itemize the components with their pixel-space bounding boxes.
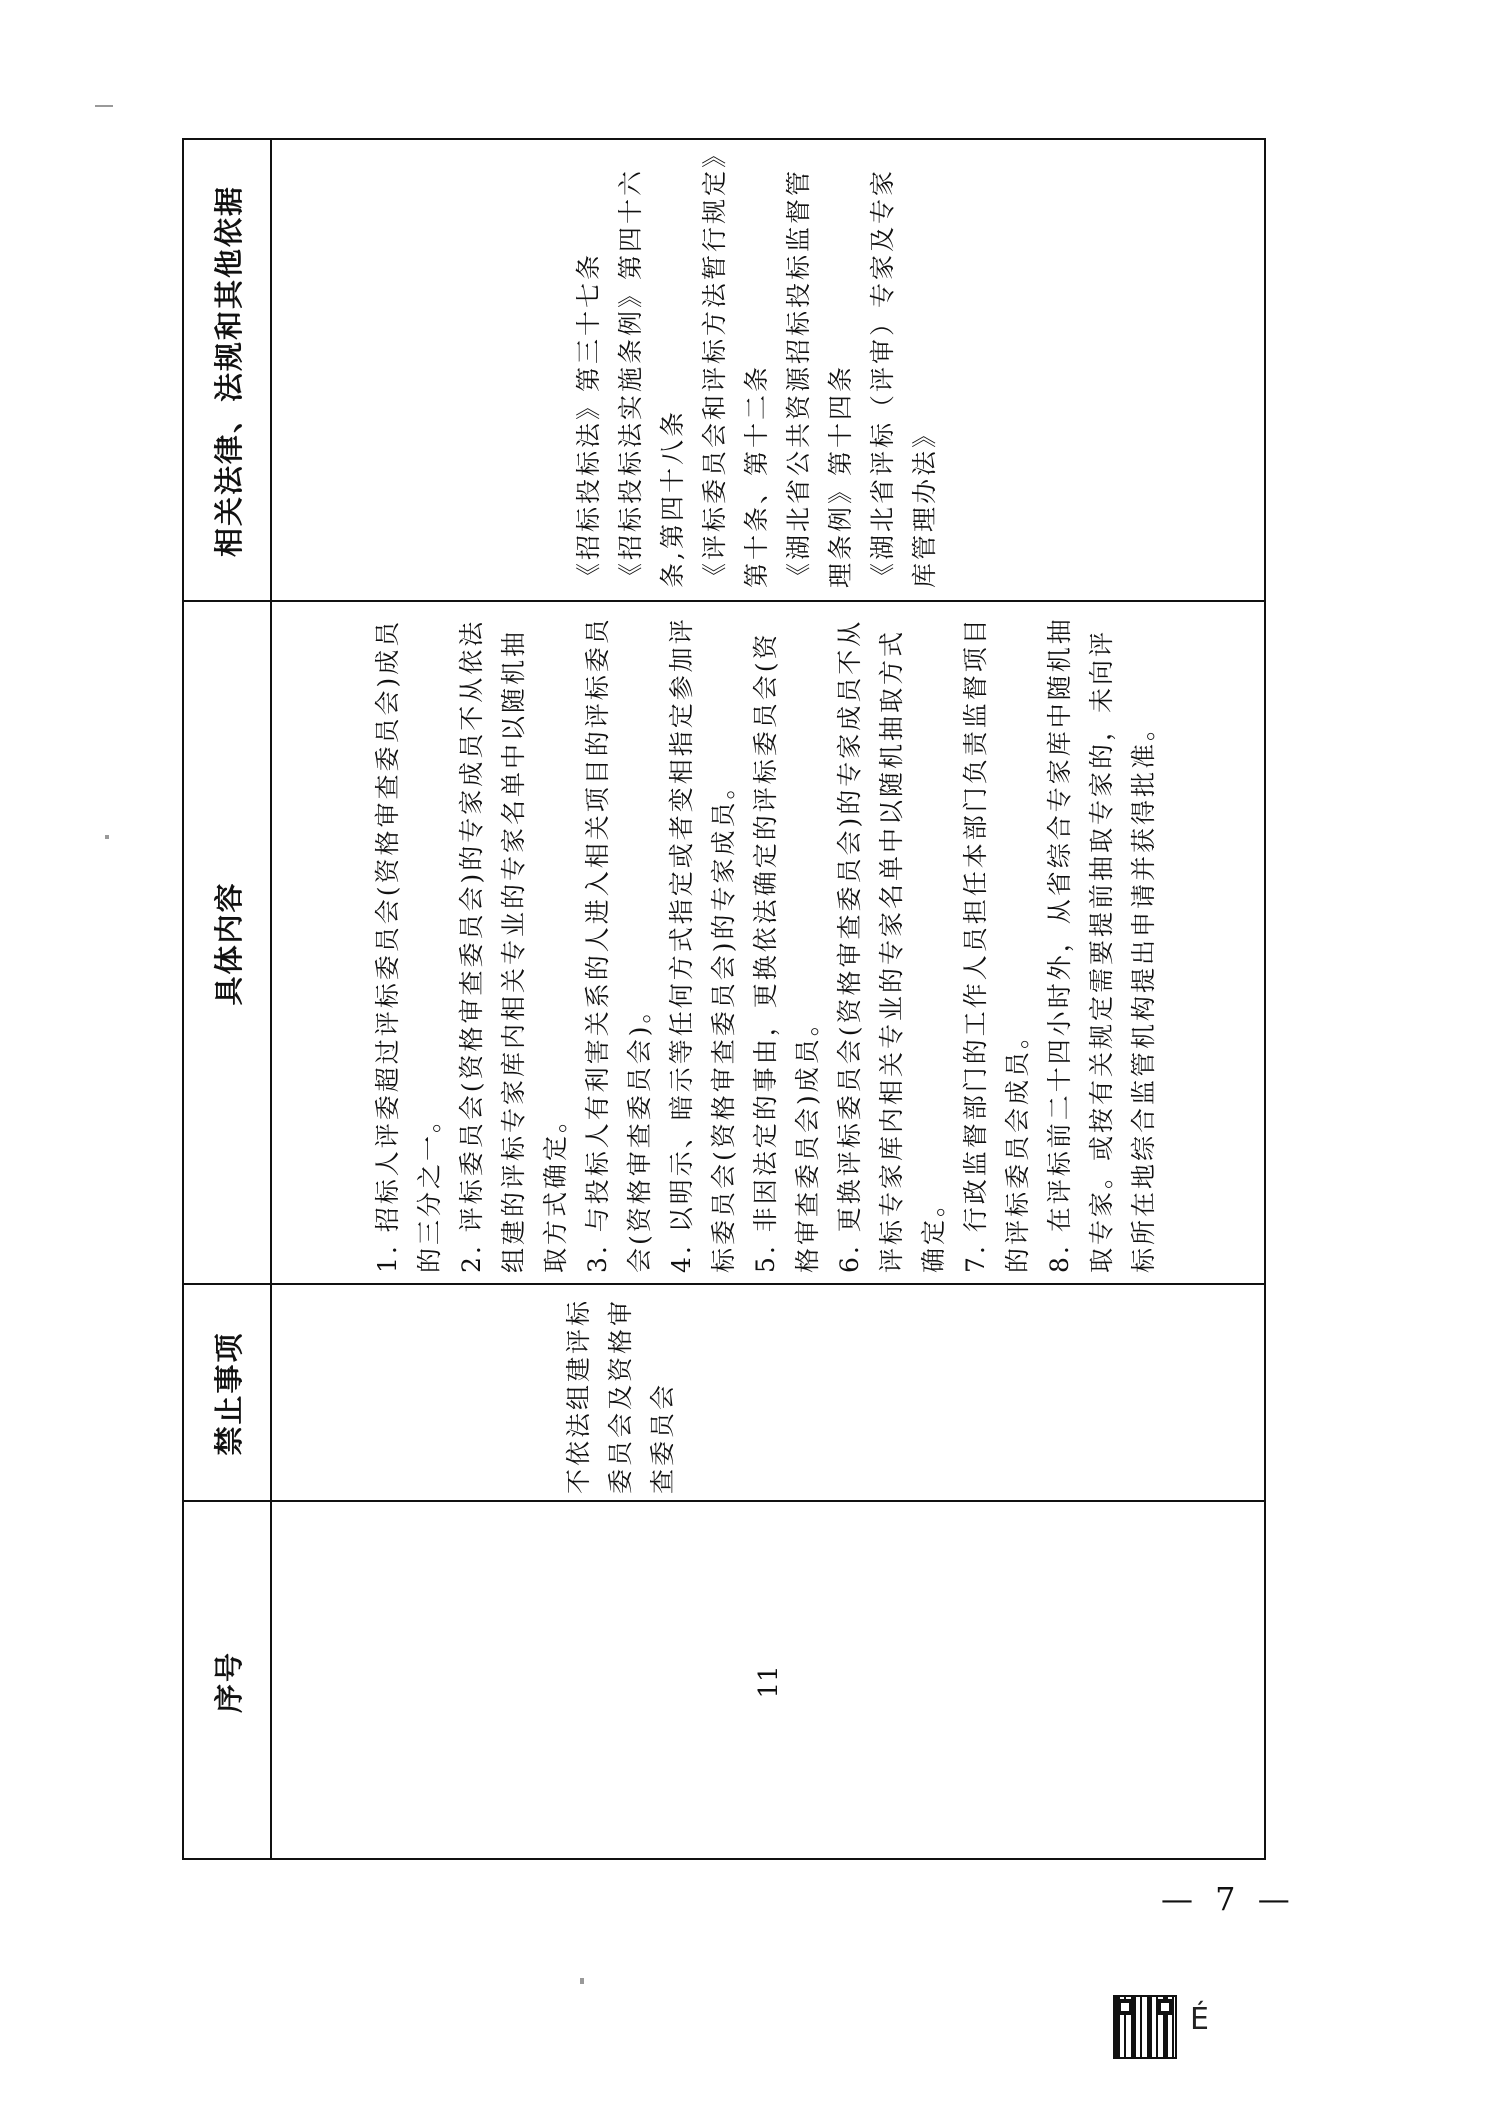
header-content: 具体内容 [211, 881, 246, 1006]
row-content-cell [270, 602, 1268, 1285]
header-item: 禁止事项 [211, 1331, 246, 1456]
content-item: 7. 行政监督部门的工作人员担任本部门负责监督项目的评标委员会成员。 [961, 616, 1032, 1273]
header-seq: 序号 [211, 1651, 246, 1714]
row-seq: 11 [754, 1665, 784, 1699]
law-reference: 《招标投标法实施条例》第四十六条,第四十八条 [616, 167, 687, 588]
law-reference: 《湖北省公共资源招标投标监督管理条例》第十四条 [784, 167, 855, 588]
page-number: — 7 — [1161, 1880, 1296, 1918]
rotated-table-content [184, 140, 1268, 1862]
row-law-cell [270, 140, 1268, 602]
scan-mark [580, 1978, 584, 1984]
law-reference: 《湖北省评标（评审）专家及专家库管理办法》 [868, 167, 939, 588]
scan-mark [95, 105, 113, 107]
scan-mark [105, 835, 109, 839]
content-item: 5. 非因法定的事由，更换依法确定的评标委员会(资格审查委员会)成员。 [751, 631, 822, 1273]
content-item: 8. 在评标前二十四小时外，从省综合专家库中随机抽取专家。或按有关规定需要提前抽取专家的，未向评标所在地综合监管机构提出申请并获得批准。 [1045, 616, 1158, 1273]
qr-code-icon [1113, 1995, 1177, 2059]
content-item: 6. 更换评标委员会(资格审查委员会)的专家成员不从评标专家库内相关专业的专家名单中以随机抽取方式确定。 [835, 618, 948, 1273]
regulation-table [182, 138, 1266, 1860]
content-item: 2. 评标委员会(资格审查委员会)的专家成员不从依法组建的评标专家库内相关专业的专家名单中以随机抽取方式确定。 [457, 618, 570, 1273]
content-item: 1. 招标人评委超过评标委员会(资格审查委员会)成员的三分之一。 [373, 618, 444, 1273]
content-item: 3. 与投标人有利害关系的人进入相关项目的评标委员会(资格审查委员会)。 [583, 616, 654, 1273]
row-item: 不依法组建评标委员会及资格审查委员会 [564, 1297, 677, 1494]
row-seq-cell [270, 1502, 1268, 1862]
corner-mark: É [1190, 2002, 1209, 2037]
header-law: 相关法律、法规和其他依据 [211, 185, 246, 558]
law-reference: 《招标投标法》第三十七条 [574, 251, 603, 588]
row-item-cell [270, 1285, 1268, 1502]
law-reference: 《评标委员会和评标方法暂行规定》第十条、第十二条 [700, 152, 771, 588]
content-item: 4. 以明示、暗示等任何方式指定或者变相指定参加评标委员会(资格审查委员会)的专家成员。 [667, 616, 738, 1273]
